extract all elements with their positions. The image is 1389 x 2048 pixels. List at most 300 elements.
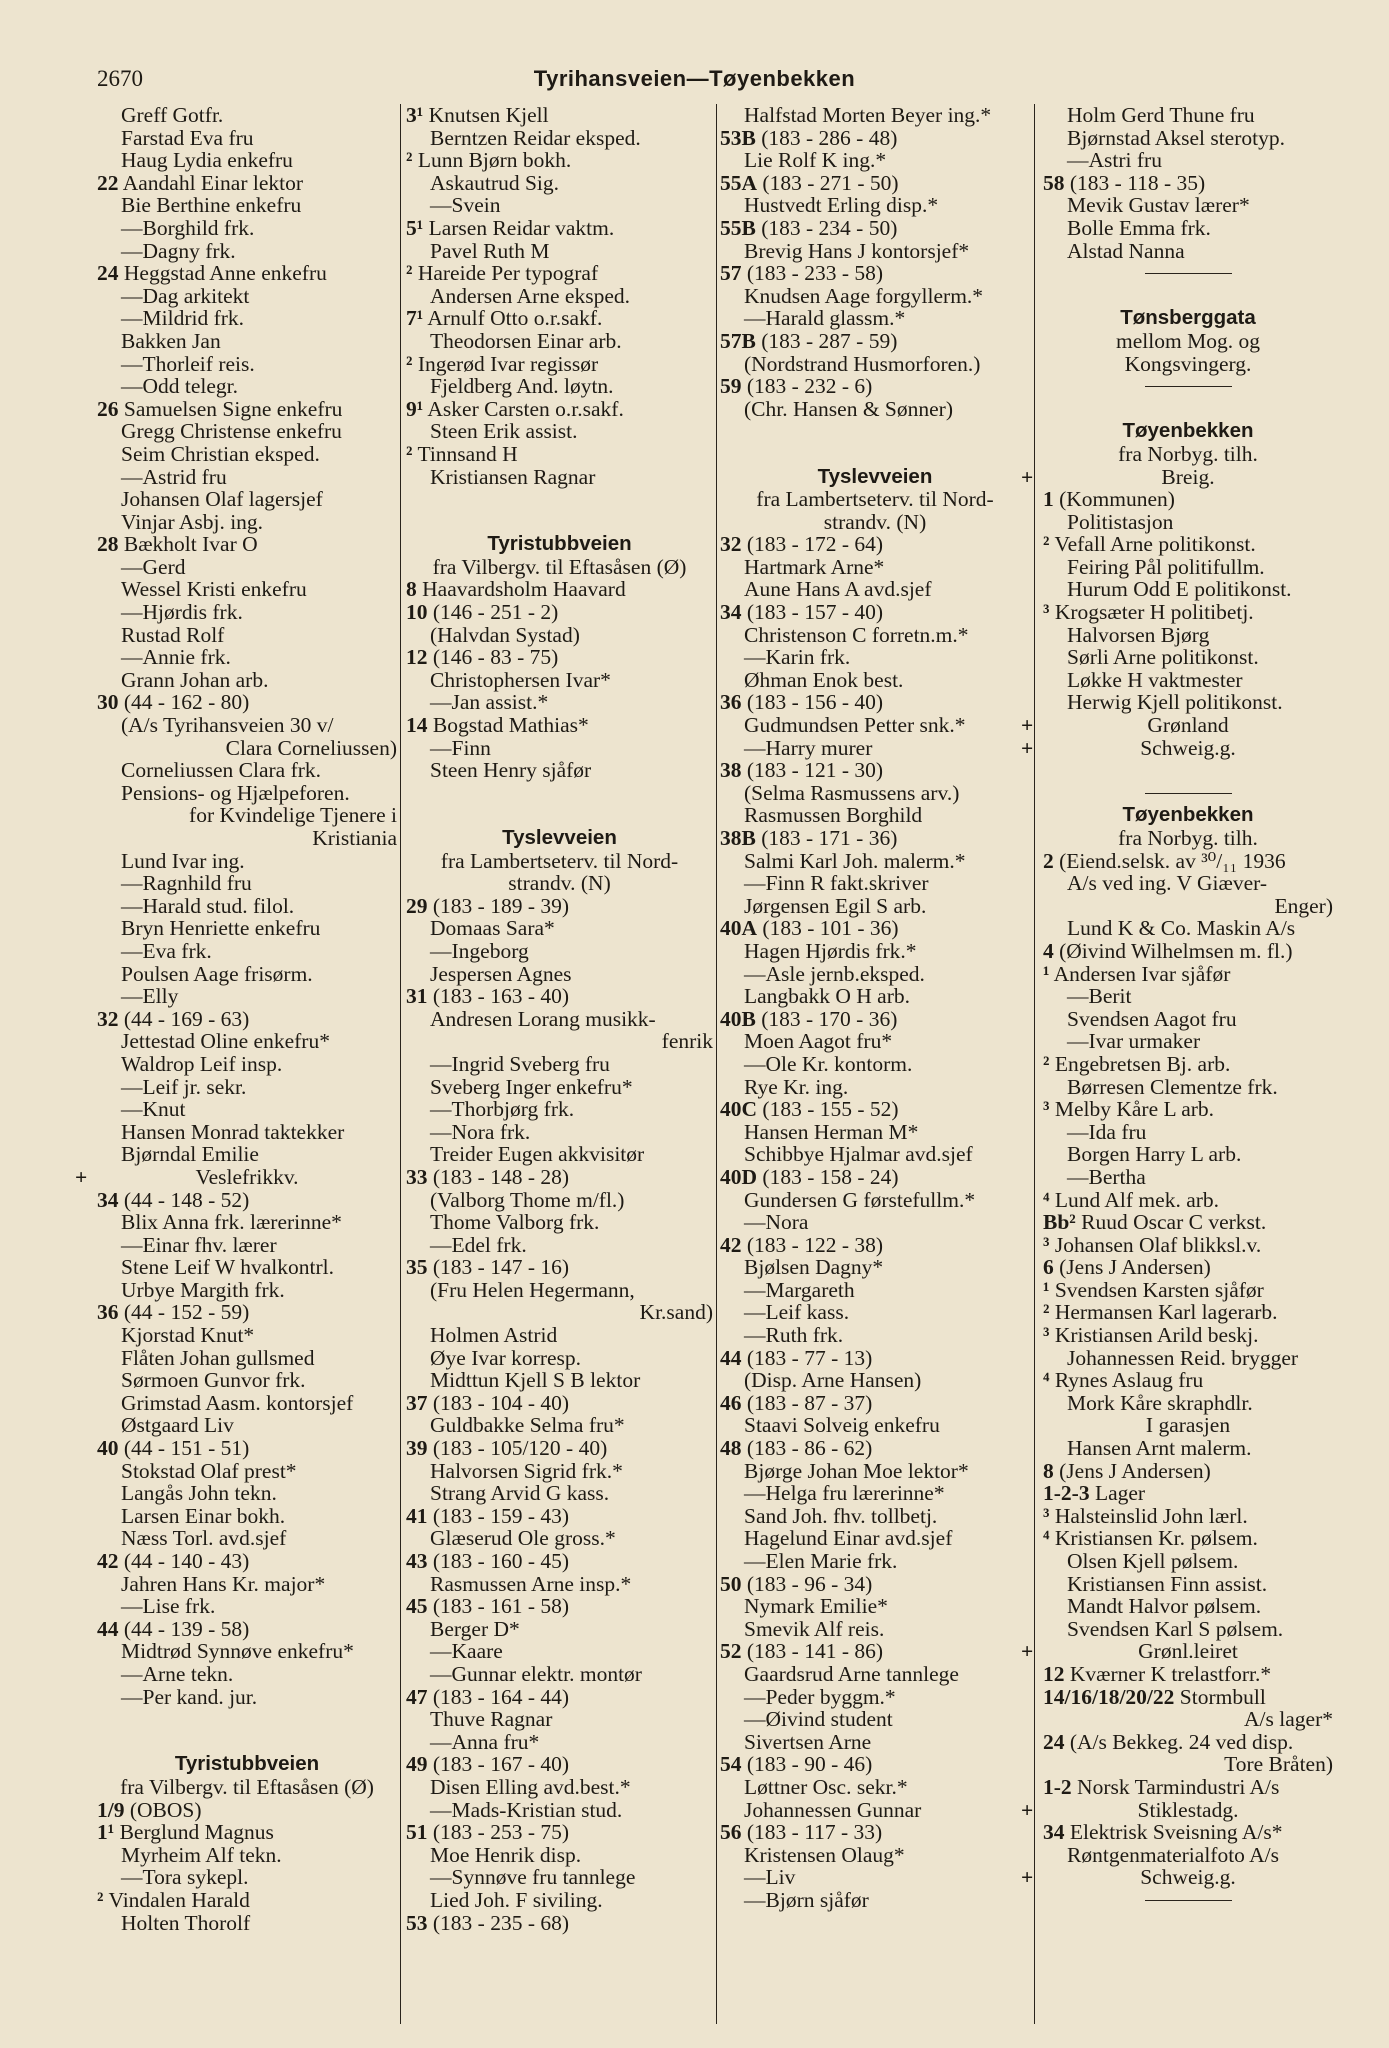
entry-text: Bjørnstad Aksel sterotyp. [1067, 125, 1285, 150]
section-separator [1043, 262, 1333, 285]
entry-text: Clara Corneliussen) [225, 735, 397, 760]
resident-entry [406, 872, 713, 895]
house-entry [720, 330, 1030, 353]
resident-entry [406, 556, 713, 579]
entry-text: (A/s Tyrihansveien 30 v/ [121, 713, 334, 738]
entry-text: Myrheim Alf tekn. [121, 1842, 282, 1867]
house-number: 8 [406, 577, 417, 602]
entry-text: fra Vilbergv. til Eftasåsen (Ø) [120, 1774, 374, 1799]
resident-entry [97, 1143, 397, 1166]
resident-entry [406, 330, 713, 353]
entry-text: Kristiania [312, 826, 397, 850]
entry-text: (Nordstrand Husmorforen.) [744, 351, 981, 376]
resident-entry [720, 285, 1030, 308]
entry-text: Bakken Jan [121, 328, 221, 353]
resident-entry [720, 1799, 1030, 1822]
resident-entry [1043, 1414, 1333, 1437]
entry-text: Sand Joh. fhv. tollbetj. [744, 1503, 938, 1528]
resident-entry [97, 1844, 397, 1867]
house-number: 41 [406, 1503, 428, 1528]
entry-text: Kristensen Olaug* [744, 1842, 905, 1867]
house-entry [406, 895, 713, 918]
entry-text: Grimstad Aasm. kontorsjef [121, 1390, 354, 1415]
entry-text: —Gunnar elektr. montør [430, 1661, 642, 1686]
resident-entry [1043, 149, 1333, 172]
house-entry [1043, 1663, 1333, 1686]
entry-text: Kongsvingerg. [1124, 351, 1252, 376]
house-entry [406, 1595, 713, 1618]
resident-entry [406, 669, 713, 692]
house-number: 10 [406, 600, 428, 625]
house-number: 57 [720, 261, 742, 286]
entry-text: —Dagny frk. [121, 238, 236, 263]
resident-entry [406, 1731, 713, 1754]
house-number: 40 [97, 1436, 119, 1461]
entry-text: —Bertha [1067, 1164, 1146, 1189]
resident-entry [97, 1392, 397, 1415]
resident-entry [720, 511, 1030, 534]
resident-entry [406, 285, 713, 308]
entry-text: I garasjen [1145, 1413, 1231, 1438]
resident-entry [1043, 353, 1333, 376]
entry-text: strandv. (N) [508, 871, 611, 896]
entry-text: (183 - 271 - 50) [762, 170, 899, 195]
entry-text: Halvorsen Bjørg [1067, 622, 1210, 647]
resident-entry [406, 1640, 713, 1663]
entry-text: Tyslevveien [817, 464, 933, 488]
house-entry [97, 172, 397, 195]
entry-text: —Øivind student [744, 1707, 893, 1732]
house-number: 29 [406, 893, 428, 918]
entry-text: Larsen Reidar vaktm. [428, 215, 615, 240]
entry-text: (44 - 140 - 43) [123, 1549, 250, 1573]
resident-entry [1043, 917, 1333, 940]
house-entry [406, 1550, 713, 1573]
house-entry [97, 1301, 397, 1324]
entry-text: (Selma Rasmussens arv.) [744, 780, 960, 805]
resident-entry [1021, 464, 1333, 489]
entry-text: Langbakk O H arb. [744, 984, 910, 1009]
house-entry [97, 1437, 397, 1460]
entry-text: Johansen Olaf blikksl.v. [1054, 1232, 1262, 1257]
house-number: 3¹ [406, 103, 424, 127]
spacer [1043, 398, 1333, 421]
house-entry [97, 1821, 397, 1844]
entry-text: (183 - 233 - 58) [746, 261, 884, 286]
house-number: 47 [406, 1684, 428, 1709]
resident-entry [97, 737, 397, 760]
entry-text: —Per kand. jur. [121, 1684, 258, 1709]
entry-text: Sivertsen Arne [744, 1729, 872, 1754]
entry-text: (146 - 251 - 2) [432, 600, 559, 625]
page-number: 2670 [97, 66, 143, 91]
entry-text: Knudsen Aage forgyllerm.* [744, 283, 984, 308]
resident-entry [406, 1008, 713, 1031]
entry-text: Asker Carsten o.r.sakf. [427, 396, 624, 421]
resident-entry [720, 1482, 1030, 1505]
resident-entry [97, 194, 397, 217]
resident-entry [97, 827, 397, 850]
entry-text: Hermansen Karl lagerarb. [1054, 1300, 1278, 1325]
entry-text: —Lise frk. [121, 1594, 216, 1619]
entry-text: (Kommunen) [1059, 487, 1175, 512]
entry-text: Bjølsen Dagny* [744, 1255, 884, 1280]
entry-text: Thome Valborg frk. [430, 1210, 600, 1235]
entry-text: Halfstad Morten Beyer ing.* [744, 103, 992, 127]
resident-entry [720, 1550, 1030, 1573]
house-entry [720, 917, 1030, 940]
house-entry [406, 1166, 713, 1189]
resident-entry [720, 872, 1030, 895]
entry-text: Grønland [1147, 713, 1229, 738]
house-entry [720, 691, 1030, 714]
house-number: ² [97, 1887, 104, 1912]
house-entry [97, 398, 397, 421]
house-number: 45 [406, 1594, 428, 1619]
entry-text: —Asle jernb.eksped. [744, 961, 925, 986]
entry-text: (OBOS) [129, 1797, 202, 1822]
entry-text: Treider Eugen akkvisitør [430, 1142, 645, 1167]
entry-text: —Nora frk. [430, 1119, 531, 1144]
entry-text: Gregg Christense enkefru [121, 419, 342, 444]
resident-entry [720, 1279, 1030, 1302]
entry-text: Børresen Clementze frk. [1067, 1074, 1278, 1099]
house-number: 12 [1043, 1661, 1065, 1686]
resident-entry [1043, 217, 1333, 240]
resident-entry [406, 1776, 713, 1799]
house-number: 44 [720, 1345, 742, 1370]
entry-text: Engebretsen Bj. arb. [1054, 1051, 1231, 1076]
entry-text: Andersen Ivar sjåfør [1053, 961, 1231, 986]
resident-entry [1043, 443, 1333, 466]
entry-text: Østgaard Liv [121, 1413, 234, 1438]
resident-entry [720, 1076, 1030, 1099]
street-heading [1043, 804, 1333, 827]
entry-text: Midtrød Synnøve enkefru* [121, 1639, 354, 1664]
resident-entry [720, 1776, 1030, 1799]
entry-text: (183 - 253 - 75) [432, 1820, 570, 1845]
house-entry [1043, 1369, 1333, 1392]
house-number: 6 [1043, 1255, 1054, 1280]
house-entry [1043, 1053, 1333, 1076]
resident-entry [97, 1866, 397, 1889]
resident-entry [97, 759, 397, 782]
resident-entry [720, 895, 1030, 918]
resident-entry [406, 375, 713, 398]
entry-text: (Jens J Andersen) [1059, 1458, 1211, 1483]
house-number: 4 [1043, 938, 1054, 963]
entry-text: —Elen Marie frk. [744, 1549, 898, 1573]
entry-text: —Astrid fru [121, 464, 227, 489]
spacer [97, 1731, 397, 1754]
resident-entry [406, 1618, 713, 1641]
entry-text: Jørgensen Egil S arb. [744, 893, 927, 918]
entry-text: Bolle Emma frk. [1067, 215, 1211, 240]
house-number: 59 [720, 374, 742, 399]
resident-entry [720, 985, 1030, 1008]
resident-entry [97, 646, 397, 669]
entry-text: Domaas Sara* [430, 916, 555, 941]
entry-text: Brevig Hans J kontorsjef* [744, 238, 970, 263]
entry-text: Moe Henrik disp. [430, 1842, 582, 1867]
entry-text: Herwig Kjell politikonst. [1067, 690, 1283, 715]
entry-text: fra Vilbergv. til Eftasåsen (Ø) [432, 554, 687, 579]
entry-text: A/s lager* [1244, 1707, 1333, 1732]
house-entry [97, 1889, 397, 1912]
column-divider [1034, 104, 1035, 2024]
house-entry [1043, 533, 1333, 556]
entry-text: Elektrisk Sveisning A/s* [1069, 1820, 1283, 1845]
entry-text: Feiring Pål politifullm. [1067, 554, 1265, 579]
entry-text: —Odd telegr. [121, 374, 239, 399]
entry-text: (183 - 105/120 - 40) [432, 1436, 608, 1461]
resident-entry [406, 917, 713, 940]
spacer [406, 804, 713, 827]
street-heading [720, 466, 1030, 489]
entry-text: fenrik [661, 1029, 713, 1054]
entry-text: —Annie frk. [121, 645, 231, 670]
house-entry [720, 1347, 1030, 1370]
entry-text: Hansen Herman M* [744, 1119, 919, 1144]
resident-entry [406, 1460, 713, 1483]
entry-text: (183 - 122 - 38) [746, 1232, 884, 1257]
resident-entry [97, 601, 397, 624]
entry-text: —Dag arkitekt [121, 283, 250, 308]
resident-entry [720, 1256, 1030, 1279]
entry-text: (183 - 90 - 46) [746, 1752, 873, 1777]
resident-entry [97, 1912, 397, 1935]
house-number: ⁴ [1043, 1187, 1050, 1212]
column-divider [716, 104, 717, 2024]
resident-entry [720, 240, 1030, 263]
entry-text: Løttner Osc. sekr.* [744, 1774, 908, 1799]
resident-entry [720, 1595, 1030, 1618]
entry-text: (183 - 104 - 40) [432, 1390, 570, 1415]
column-divider [400, 104, 401, 2024]
house-number: 44 [97, 1616, 119, 1641]
resident-entry [1043, 1143, 1333, 1166]
house-entry [1043, 172, 1333, 195]
entry-text: (44 - 139 - 58) [123, 1616, 250, 1641]
entry-text: Salmi Karl Joh. malerm.* [744, 848, 966, 873]
house-entry [406, 1392, 713, 1415]
entry-text: (183 - 147 - 16) [432, 1255, 570, 1280]
house-number: 54 [720, 1752, 742, 1777]
entry-text: Pavel Ruth M [430, 238, 550, 263]
resident-entry [720, 194, 1030, 217]
spacer [97, 1708, 397, 1731]
house-entry [720, 1098, 1030, 1121]
entry-text: Blix Anna frk. lærerinne* [121, 1210, 342, 1235]
entry-text: strandv. (N) [823, 509, 927, 534]
entry-text: Hansen Monrad taktekker [121, 1119, 345, 1144]
entry-text: —Borghild frk. [121, 215, 255, 240]
entry-text: —Arne tekn. [121, 1661, 234, 1686]
house-entry [406, 1256, 713, 1279]
house-entry [406, 985, 713, 1008]
entry-text: Midttun Kjell S B lektor [430, 1368, 641, 1393]
resident-entry [1043, 895, 1333, 918]
resident-entry [720, 307, 1030, 330]
house-number: ² [406, 148, 413, 173]
resident-entry [720, 1866, 1030, 1889]
resident-entry [406, 1189, 713, 1212]
entry-text: —Leif kass. [744, 1300, 850, 1325]
entry-text: fra Norbyg. tilh. [1118, 441, 1258, 466]
resident-entry [97, 1573, 397, 1596]
section-separator [1043, 1889, 1333, 1912]
entry-text: Arnulf Otto o.r.sakf. [427, 306, 603, 331]
entry-text: —Elly [121, 984, 179, 1009]
entry-text: Kværner K trelastforr.* [1069, 1661, 1272, 1686]
entry-text: Holmen Astrid [430, 1323, 558, 1348]
house-entry [720, 1008, 1030, 1031]
entry-text: Rye Kr. ing. [744, 1074, 849, 1099]
entry-text: for Kvindelige Tjenere i [189, 803, 397, 828]
spacer [406, 782, 713, 805]
entry-text: fra Norbyg. tilh. [1118, 826, 1258, 850]
resident-entry [97, 353, 397, 376]
cross-street-icon: + [1021, 713, 1034, 738]
resident-entry [406, 940, 713, 963]
resident-entry [97, 488, 397, 511]
resident-entry [97, 1324, 397, 1347]
entry-text: (183 - 235 - 68) [432, 1910, 570, 1935]
resident-entry [406, 1527, 713, 1550]
house-number: 2 [1043, 848, 1054, 873]
resident-entry [1043, 240, 1333, 263]
entry-text: Corneliussen Clara frk. [121, 758, 322, 783]
resident-entry [1043, 624, 1333, 647]
entry-text: —Hjørdis frk. [121, 600, 243, 625]
resident-entry [97, 1414, 397, 1437]
section-separator [1043, 782, 1333, 805]
entry-text: Christenson C forretn.m.* [744, 622, 969, 647]
entry-text: Stiklestadg. [1137, 1797, 1239, 1822]
resident-entry [1043, 1753, 1333, 1776]
entry-text: Wessel Kristi enkefru [121, 577, 307, 602]
resident-entry [720, 1460, 1030, 1483]
cross-street-icon: + [1021, 464, 1034, 489]
entry-text: —Edel frk. [430, 1232, 527, 1257]
resident-entry [1043, 127, 1333, 150]
entry-text: —Kaare [430, 1639, 503, 1664]
resident-entry [97, 149, 397, 172]
entry-text: Melby Kåre L arb. [1054, 1097, 1215, 1122]
house-number: 33 [406, 1164, 428, 1189]
resident-entry [97, 330, 397, 353]
entry-text: Lund Ivar ing. [121, 848, 245, 873]
entry-text: Disen Elling avd.best.* [430, 1774, 631, 1799]
house-entry [1043, 1731, 1333, 1754]
entry-text: Tyslevveien [502, 826, 617, 849]
spacer [720, 443, 1030, 466]
entry-text: (Valborg Thome m/fl.) [430, 1187, 625, 1212]
house-entry [406, 1437, 713, 1460]
entry-text: —Mads-Kristian stud. [430, 1797, 623, 1822]
resident-entry [1021, 1639, 1333, 1664]
resident-entry [406, 1324, 713, 1347]
resident-entry [1043, 330, 1333, 353]
entry-text: (183 - 167 - 40) [432, 1752, 570, 1777]
resident-entry [97, 1527, 397, 1550]
entry-text: (Chr. Hansen & Sønner) [744, 396, 953, 421]
entry-text: Ruud Oscar C verkst. [1081, 1210, 1267, 1235]
resident-entry [97, 1256, 397, 1279]
column-4 [1021, 103, 1333, 1912]
resident-entry [1043, 691, 1333, 714]
resident-entry [406, 466, 713, 489]
house-number: ³ [1043, 600, 1050, 625]
entry-text: Strang Arvid G kass. [430, 1481, 610, 1506]
entry-text: Gudmundsen Petter snk.* [744, 713, 966, 738]
house-entry [1043, 1098, 1333, 1121]
house-entry [1043, 850, 1333, 873]
entry-text: Hartmark Arne* [744, 554, 885, 579]
house-number: 57B [720, 328, 756, 353]
entry-text: Rustad Rolf [121, 622, 225, 647]
entry-text: (183 - 77 - 13) [746, 1345, 873, 1370]
house-entry [97, 691, 397, 714]
resident-entry [406, 1573, 713, 1596]
resident-entry [720, 1121, 1030, 1144]
resident-entry [720, 1889, 1030, 1912]
house-entry [406, 398, 713, 421]
entry-text: Andersen Arne eksped. [430, 283, 631, 308]
resident-entry [97, 850, 397, 873]
entry-text: —Nora [744, 1210, 809, 1235]
house-number: 34 [1043, 1820, 1065, 1845]
entry-text: Samuelsen Signe enkefru [123, 396, 343, 421]
entry-text: Bie Berthine enkefru [121, 193, 302, 218]
resident-entry [1043, 511, 1333, 534]
entry-text: (183 - 161 - 58) [432, 1594, 570, 1619]
entry-text: Mandt Halvor pølsem. [1067, 1594, 1262, 1619]
resident-entry [406, 1053, 713, 1076]
entry-text: Tyristubbveien [487, 532, 632, 556]
resident-entry [720, 578, 1030, 601]
house-entry [1043, 601, 1333, 624]
resident-entry [720, 1324, 1030, 1347]
entry-text: Smevik Alf reis. [744, 1616, 885, 1641]
house-entry [1043, 1189, 1333, 1212]
house-entry [720, 1573, 1030, 1596]
house-number: 1-2 [1043, 1774, 1072, 1799]
house-entry [720, 172, 1030, 195]
house-number: 26 [97, 396, 119, 421]
entry-text: Aune Hans A avd.sjef [744, 577, 932, 602]
house-entry [406, 1821, 713, 1844]
house-number: 5¹ [406, 215, 424, 240]
house-entry [1043, 940, 1333, 963]
entry-text: (Halvdan Systad) [430, 622, 580, 647]
house-number: 51 [406, 1820, 428, 1845]
street-heading [406, 533, 713, 556]
house-number: ⁴ [1043, 1368, 1050, 1393]
resident-entry [97, 104, 397, 127]
resident-entry [720, 353, 1030, 376]
entry-text: Lied Joh. F siviling. [430, 1887, 603, 1912]
entry-text: (183 - 232 - 6) [746, 374, 873, 399]
resident-entry [720, 1708, 1030, 1731]
resident-entry [97, 1460, 397, 1483]
street-heading [1043, 420, 1333, 443]
entry-text: Kristiansen Ragnar [430, 464, 596, 489]
entry-text: —Leif jr. sekr. [121, 1074, 247, 1099]
entry-text: Schweig.g. [1140, 1865, 1236, 1890]
street-heading [406, 827, 713, 850]
resident-entry [720, 1369, 1030, 1392]
